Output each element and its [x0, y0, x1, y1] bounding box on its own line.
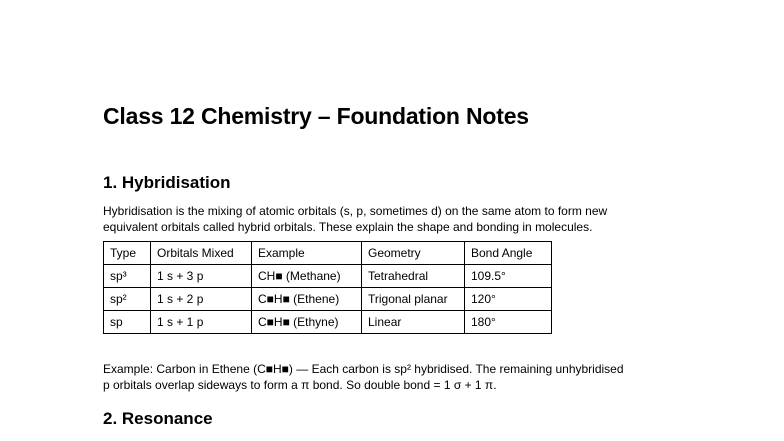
paragraph-line: Example: Carbon in Ethene (C■H■) — Each carbon is sp² hybridised. The remaining unhybridised	[103, 362, 624, 376]
table-cell: 120°	[465, 288, 552, 311]
table-row	[104, 311, 552, 334]
table-cell: sp²	[104, 288, 151, 311]
table-cell: Tetrahedral	[362, 265, 465, 288]
table-row	[104, 288, 552, 311]
table-cell: 1 s + 2 p	[151, 288, 252, 311]
column-header-geometry: Geometry	[362, 242, 465, 265]
ethene-example-paragraph	[103, 361, 624, 393]
table-cell: 1 s + 3 p	[151, 265, 252, 288]
table-cell: 1 s + 1 p	[151, 311, 252, 334]
paragraph-line: equivalent orbitals called hybrid orbitals. These explain the shape and bonding in molecules.	[103, 220, 593, 234]
column-header-type: Type	[104, 242, 151, 265]
table-cell: C■H■ (Ethene)	[252, 288, 362, 311]
table-cell: sp	[104, 311, 151, 334]
paragraph-line: Hybridisation is the mixing of atomic orbitals (s, p, sometimes d) on the same atom to form new	[103, 204, 608, 218]
column-header-bond-angle: Bond Angle	[465, 242, 552, 265]
paragraph-line: p orbitals overlap sideways to form a π bond. So double bond = 1 σ + 1 π.	[103, 378, 497, 392]
table-cell: CH■ (Methane)	[252, 265, 362, 288]
column-header-example: Example	[252, 242, 362, 265]
table-cell: 109.5°	[465, 265, 552, 288]
section-heading-hybridisation: 1. Hybridisation	[103, 173, 231, 192]
table-cell: sp³	[104, 265, 151, 288]
table-cell: Trigonal planar	[362, 288, 465, 311]
column-header-orbitals-mixed: Orbitals Mixed	[151, 242, 252, 265]
section-heading-resonance: 2. Resonance	[103, 409, 213, 428]
table-cell: C■H■ (Ethyne)	[252, 311, 362, 334]
table-cell: Linear	[362, 311, 465, 334]
table-row	[104, 265, 552, 288]
table-header-row	[104, 242, 552, 265]
table-cell: 180°	[465, 311, 552, 334]
hybridisation-table	[103, 241, 552, 334]
page-title: Class 12 Chemistry – Foundation Notes	[103, 103, 529, 129]
hybridisation-intro-paragraph	[103, 203, 607, 235]
